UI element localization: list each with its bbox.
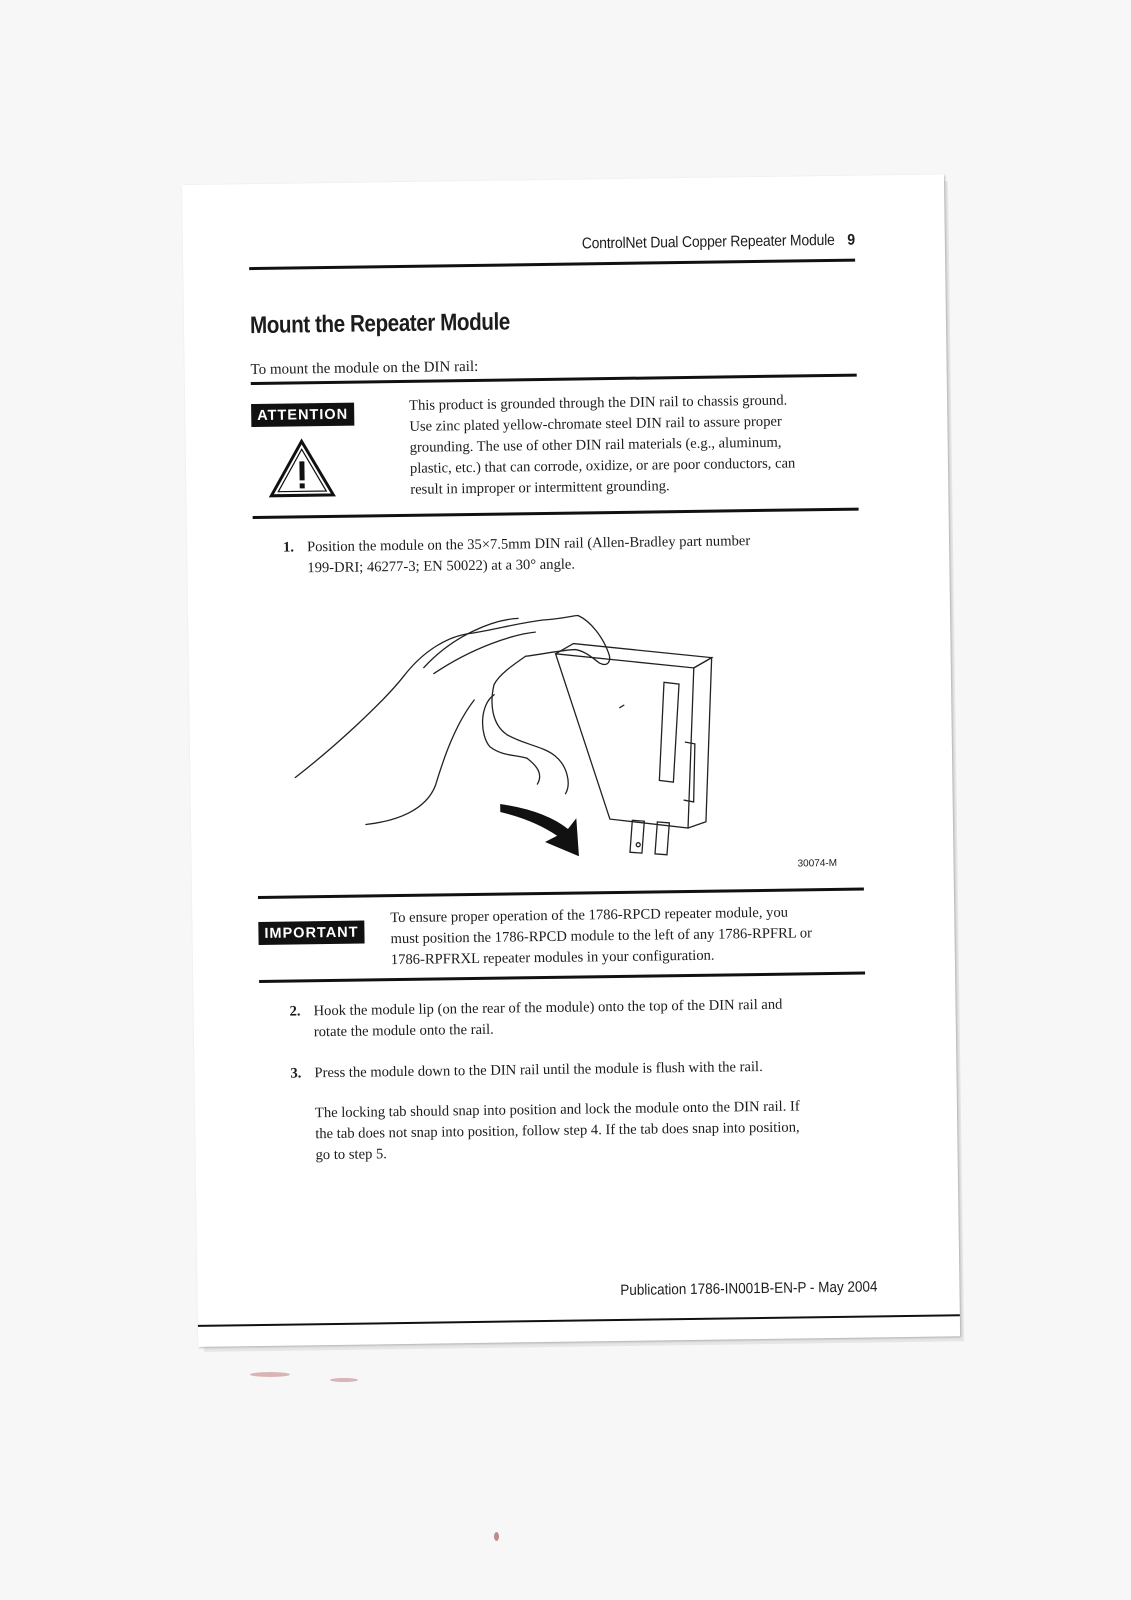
scan-speck [330, 1378, 358, 1382]
publication-footer: Publication 1786-IN001B-EN-P - May 2004 [620, 1278, 878, 1299]
module-drawing [555, 642, 714, 857]
step-detail-line: the tab does not snap into position, follow step 4. If the tab does snap into position, [315, 1119, 800, 1143]
mounting-illustration [273, 590, 837, 898]
step-2 [289, 995, 783, 1044]
step-number: 1. [282, 539, 295, 556]
scan-speck [250, 1372, 290, 1377]
header-title: ControlNet Dual Copper Repeater Module [581, 231, 835, 253]
scan-speck [494, 1532, 499, 1541]
step-line: Hook the module lip (on the rear of the module) onto the top of the DIN rail and [313, 996, 783, 1020]
step-number: 3. [290, 1065, 302, 1082]
attention-line: grounding. The use of other DIN rail materials (e.g., aluminum, [409, 434, 782, 456]
important-bottom-rule [259, 972, 865, 983]
step-line: Position the module on the 35×7.5mm DIN rail (Allen-Bradley part number [306, 533, 751, 556]
attention-text [409, 390, 796, 500]
step-line: 199-DRI; 46277-3; EN 50022) at a 30° angle. [307, 556, 576, 577]
running-header [309, 232, 855, 258]
important-line: must position the 1786-RPCD module to the left of any 1786-RPFRL or [390, 925, 813, 948]
step-detail-line: go to step 5. [315, 1146, 388, 1164]
step-detail-line: The locking tab should snap into position and lock the module onto the DIN rail. If [314, 1098, 800, 1122]
warning-triangle-icon [268, 438, 337, 499]
step-line: rotate the module onto the rail. [313, 1021, 494, 1041]
step-1 [282, 531, 751, 579]
attention-line: Use zinc plated yellow-chromate steel DIN rail to assure proper [409, 413, 782, 435]
section-title: Mount the Repeater Module [249, 308, 511, 340]
attention-line: result in improper or intermittent grounding. [410, 478, 670, 498]
important-line: To ensure proper operation of the 1786-RPCD repeater module, you [390, 904, 789, 927]
header-rule [249, 259, 855, 270]
hand-drawing [293, 615, 612, 825]
step-number: 2. [289, 1003, 301, 1020]
rotation-arrow-icon [501, 804, 579, 857]
attention-badge: ATTENTION [251, 403, 354, 427]
important-line: 1786-RPFRXL repeater modules in your configuration. [390, 947, 715, 969]
step-3 [290, 1057, 763, 1084]
step-line: Press the module down to the DIN rail until the module is flush with the rail. [314, 1058, 763, 1082]
attention-line: plastic, etc.) that can corrode, oxidize, or are poor conductors, can [409, 455, 796, 477]
attention-bottom-rule [253, 508, 859, 519]
attention-line: This product is grounded through the DIN rail to chassis ground. [408, 392, 788, 414]
intro-text: To mount the module on the DIN rail: [250, 358, 479, 379]
figure-id: 30074-M [797, 857, 838, 870]
important-badge: IMPORTANT [258, 921, 364, 945]
page-number: 9 [847, 231, 855, 249]
page-bottom-edge [198, 1314, 960, 1327]
important-text [390, 902, 812, 971]
step-3-detail [315, 1096, 801, 1166]
manual-page [182, 174, 960, 1347]
